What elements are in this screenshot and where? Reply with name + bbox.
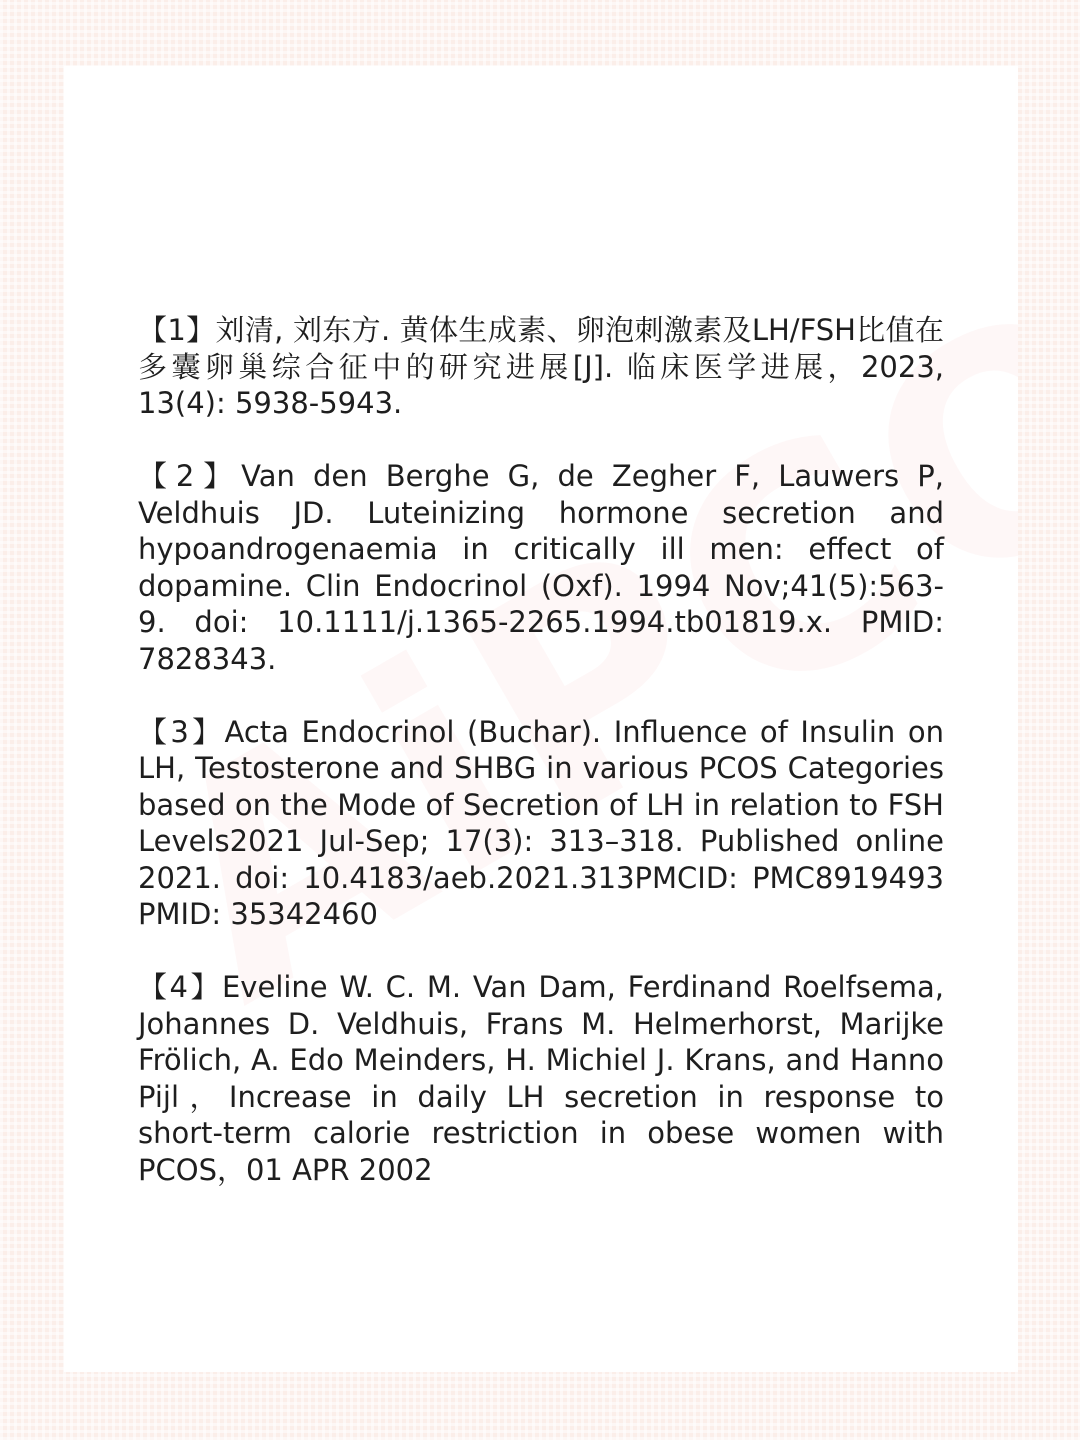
reference-list — [138, 312, 944, 1225]
reference-item-3: 【3】Acta Endocrinol (Buchar). Influence of Insulin on LH, Testosterone and SHBG in various PCOS Categories based on the Mode of Secretion of LH in relation to FSH Levels2021 Jul-Sep; 17(3): 313–318. Published online 2021. doi: 10.4183/aeb.2021.313PMCID: PMC8919493 PMID: 35342460 — [138, 714, 944, 931]
reference-card — [64, 66, 1018, 1372]
reference-item-2: 【2】Van den Berghe G, de Zegher F, Lauwers P, Veldhuis JD. Luteinizing hormone secretion and hypoandrogenaemia in critically ill men: effect of dopamine. Clin Endocrinol (Oxf). 1994 Nov;41(5):563-9. doi: 10.1111/j.1365-2265.1994.tb01819.x. PMID: 7828343. — [138, 459, 944, 676]
reference-item-1: 【1】刘清, 刘东方. 黄体生成素、卵泡刺激素及LH/FSH比值在多囊卵巢综合征中的研究进展[J]. 临床医学进展，2023, 13(4): 5938-5943. — [138, 313, 944, 420]
reference-item-4: 【4】Eveline W. C. M. Van Dam, Ferdinand Roelfsema, Johannes D. Veldhuis, Frans M. Helmerhorst, Marijke Frölich, A. Edo Meinders, H. Michiel J. Krans, and Hanno Pijl，Increase in daily LH secretion in response to short-term calorie restriction in obese women with PCOS，01 APR 2002 — [138, 970, 944, 1187]
